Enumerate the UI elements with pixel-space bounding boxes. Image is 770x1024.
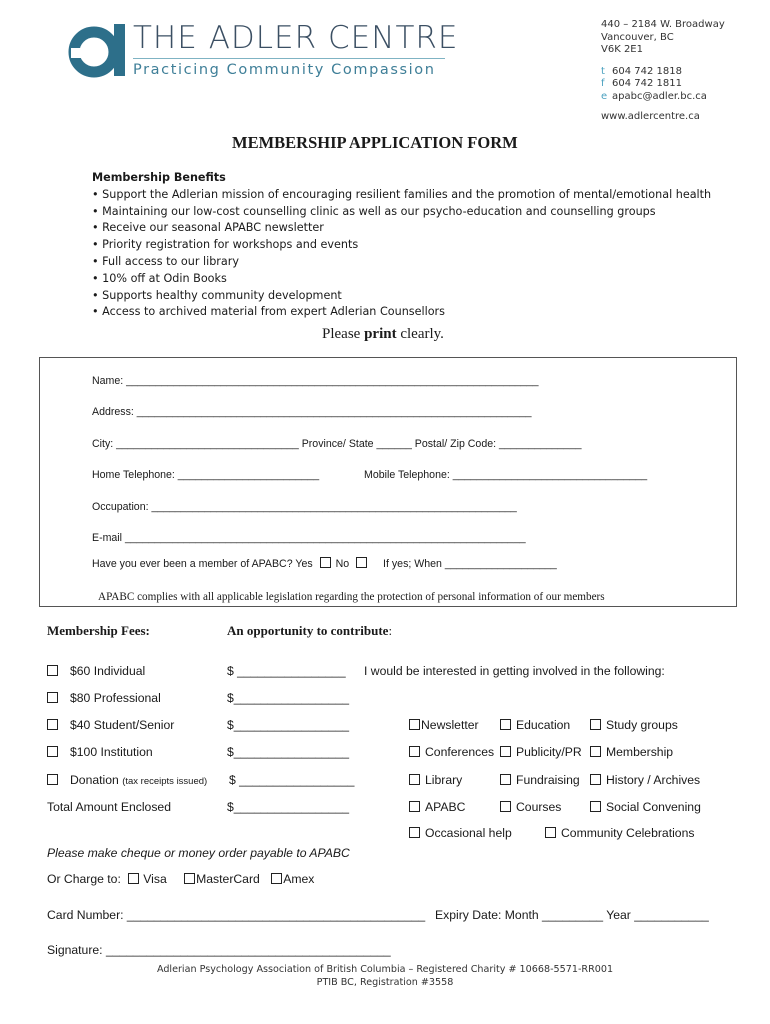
tagline: Practicing Community Compassion [133, 62, 436, 78]
prior-member-question [92, 557, 557, 570]
mastercard-label: MasterCard [196, 872, 260, 886]
benefit-item: • Maintaining our low-cost counselling clinic as well as our psycho-education and counselling groups [92, 204, 656, 218]
privacy-compliance-note: APABC complies with all applicable legislation regarding the protection of personal information of our members [98, 591, 605, 603]
interest-option-fundraising[interactable] [500, 773, 580, 787]
footer-registration-line: PTIB BC, Registration #3558 [316, 977, 454, 988]
visa-label: Visa [143, 872, 167, 886]
address-line-3: V6K 2E1 [601, 44, 643, 55]
fee-row-student-senior[interactable] [47, 718, 174, 732]
interest-checkbox[interactable] [590, 801, 601, 812]
email-label: e [601, 90, 608, 102]
interest-checkbox[interactable] [500, 719, 511, 730]
fee-label: $100 Institution [70, 745, 153, 759]
interest-intro: I would be interested in getting involved in the following: [364, 664, 665, 678]
interest-option-occasional-help[interactable] [409, 826, 512, 840]
mobile-telephone-field[interactable]: Mobile Telephone: _________________________________ [364, 469, 648, 481]
fee-checkbox[interactable] [47, 719, 58, 730]
charge-to-row [47, 872, 314, 886]
interest-option-courses[interactable] [500, 800, 561, 814]
fee-checkbox[interactable] [47, 746, 58, 757]
benefits-heading: Membership Benefits [92, 171, 226, 184]
interest-option-education[interactable] [500, 718, 570, 732]
interest-label: Library [425, 773, 463, 787]
interest-label: Social Convening [606, 800, 701, 814]
interest-label: Fundraising [516, 773, 580, 787]
interest-label: Courses [516, 800, 562, 814]
contribute-heading-colon: : [388, 623, 393, 638]
interest-checkbox[interactable] [409, 746, 420, 757]
fee-label: Donation [70, 773, 119, 787]
interest-label: Publicity/PR [516, 745, 582, 759]
amex-checkbox[interactable] [271, 873, 282, 884]
interest-checkbox[interactable] [545, 827, 556, 838]
interest-checkbox[interactable] [409, 827, 420, 838]
interest-checkbox[interactable] [590, 774, 601, 785]
fee-label: $80 Professional [70, 691, 161, 705]
amex-label: Amex [283, 872, 315, 886]
org-name-rule [133, 58, 445, 59]
benefits-section [92, 170, 711, 321]
email-field[interactable]: E-mail ____________________________________________________________________ [92, 532, 526, 544]
interest-checkbox[interactable] [500, 774, 511, 785]
card-number-field[interactable]: Card Number: ____________________________________________ [47, 908, 426, 922]
interest-checkbox[interactable] [590, 719, 601, 730]
no-label: No [335, 558, 350, 570]
interest-checkbox[interactable] [409, 719, 420, 730]
fee-amount-field[interactable]: $ _________________ [229, 773, 355, 787]
membership-fees-heading: Membership Fees: [47, 623, 150, 638]
interest-option-library[interactable] [409, 773, 462, 787]
interest-label: APABC [425, 800, 466, 814]
charge-to-label: Or Charge to: [47, 872, 121, 886]
interest-option-community-celebrations[interactable] [545, 826, 694, 840]
please-print-post: clearly. [396, 326, 444, 342]
fee-amount-field[interactable]: $_________________ [227, 691, 350, 705]
name-field[interactable]: Name: ______________________________________________________________________ [92, 375, 539, 387]
interest-option-publicity[interactable] [500, 745, 582, 759]
no-checkbox[interactable] [356, 557, 367, 568]
fee-checkbox[interactable] [47, 692, 58, 703]
tel-number: 604 742 1818 [612, 65, 682, 77]
benefit-item: • Support the Adlerian mission of encouraging resilient families and the promotion of mental/emotional health [92, 187, 712, 201]
donation-note: (tax receipts issued) [122, 776, 208, 787]
yes-checkbox[interactable] [320, 557, 331, 568]
interest-option-apabc[interactable] [409, 800, 465, 814]
form-title: MEMBERSHIP APPLICATION FORM [232, 133, 518, 152]
home-telephone-field[interactable]: Home Telephone: ________________________ [92, 469, 320, 481]
expiry-date-field[interactable]: Expiry Date: Month _________ Year ___________ [435, 908, 709, 922]
fax-number: 604 742 1811 [612, 78, 682, 89]
interest-label: Membership [606, 745, 674, 759]
fee-label: $60 Individual [70, 664, 146, 678]
address-line-1: 440 – 2184 W. Broadway [601, 19, 725, 30]
total-amount-label: Total Amount Enclosed [47, 800, 171, 814]
interest-checkbox[interactable] [500, 746, 511, 757]
occupation-field[interactable]: Occupation: ______________________________________________________________ [92, 501, 517, 513]
interest-label: Occasional help [425, 826, 512, 840]
benefit-item: • Access to archived material from expert Adlerian Counsellors [92, 305, 445, 319]
please-print-bold: print [364, 326, 397, 342]
interest-label: Education [516, 718, 571, 732]
interest-label: Conferences [425, 745, 495, 759]
please-print-note [322, 326, 444, 343]
benefit-item: • Supports healthy community development [92, 288, 342, 302]
interest-option-history-archives[interactable] [590, 773, 700, 787]
benefit-item: • Full access to our library [92, 254, 239, 268]
visa-checkbox[interactable] [128, 873, 139, 884]
interest-checkbox[interactable] [500, 801, 511, 812]
benefit-item: • Priority registration for workshops and events [92, 238, 359, 252]
fee-amount-field[interactable]: $ ________________ [227, 664, 346, 678]
interest-option-conferences[interactable] [409, 745, 494, 759]
fee-row-professional[interactable] [47, 691, 161, 705]
payable-note: Please make cheque or money order payable to APABC [47, 846, 350, 860]
interest-label: Community Celebrations [561, 826, 695, 840]
contribute-heading [227, 623, 392, 639]
if-yes-when-field[interactable]: If yes; When ___________________ [383, 558, 557, 570]
interest-option-membership[interactable] [590, 745, 673, 759]
benefit-item: • Receive our seasonal APABC newsletter [92, 221, 324, 235]
fee-label: $40 Student/Senior [70, 718, 175, 732]
interest-label: Newsletter [421, 718, 479, 732]
fee-checkbox[interactable] [47, 665, 58, 676]
prior-member-label: Have you ever been a member of APABC? Yes [92, 558, 313, 570]
interest-option-study-groups[interactable] [590, 718, 678, 732]
interest-checkbox[interactable] [409, 801, 420, 812]
fee-amount-field[interactable]: $_________________ [227, 718, 350, 732]
address-field[interactable]: Address: ___________________________________________________________________ [92, 406, 532, 418]
please-print-pre: Please [322, 326, 365, 342]
interest-label: History / Archives [606, 773, 701, 787]
signature-field[interactable]: Signature: __________________________________________ [47, 943, 391, 957]
tel-label: t [601, 65, 605, 77]
website-link[interactable]: www.adlercentre.ca [601, 111, 700, 122]
adler-logo-icon [68, 22, 126, 78]
interest-option-newsletter[interactable] [409, 718, 479, 732]
interest-checkbox[interactable] [409, 774, 420, 785]
footer-charity-line: Adlerian Psychology Association of British Columbia – Registered Charity # 10668-5571-RR001 [156, 964, 614, 975]
interest-checkbox[interactable] [590, 746, 601, 757]
address-line-2: Vancouver, BC [601, 31, 674, 43]
interest-label: Study groups [606, 718, 678, 732]
contact-email[interactable]: apabc@adler.bc.ca [612, 90, 707, 102]
fax-label: f [601, 78, 605, 89]
org-name: THE ADLER CENTRE [133, 20, 459, 56]
benefit-item: • 10% off at Odin Books [92, 271, 227, 285]
fee-row-individual[interactable] [47, 664, 145, 678]
fee-row-donation[interactable] [47, 773, 207, 787]
total-amount-field[interactable]: $_________________ [227, 800, 350, 814]
interest-option-social-convening[interactable] [590, 800, 701, 814]
fee-checkbox[interactable] [47, 774, 58, 785]
mastercard-checkbox[interactable] [184, 873, 195, 884]
city-province-postal-field[interactable]: City: _______________________________ Province/ State ______ Postal/ Zip Code: ______________ [92, 438, 582, 450]
fee-amount-field[interactable]: $_________________ [227, 745, 350, 759]
contact-block [601, 19, 725, 124]
contribute-heading-text: An opportunity to contribute [227, 623, 389, 638]
fee-row-institution[interactable] [47, 745, 153, 759]
